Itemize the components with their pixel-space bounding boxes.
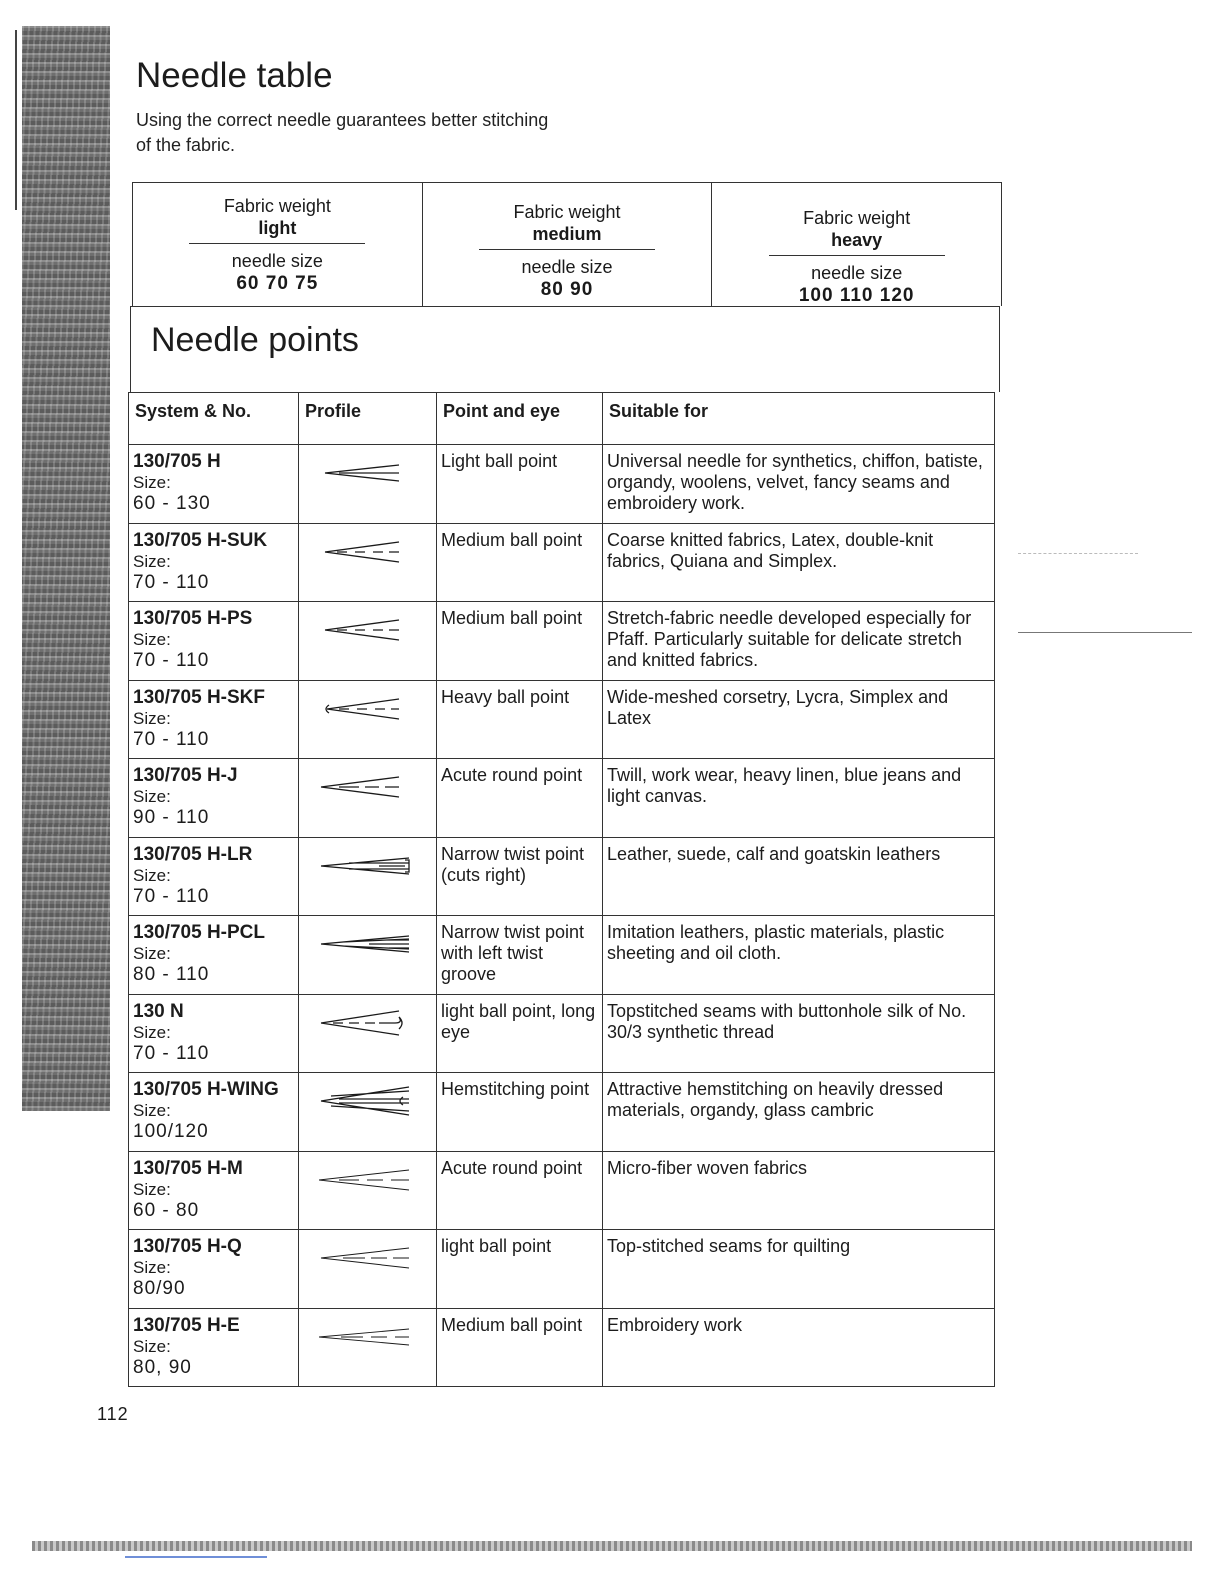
fabric-weight-label: Fabric weight [513,202,621,222]
system-number: 130/705 H [133,451,221,472]
profile-cell [299,837,437,916]
suitable-for-cell: Leather, suede, calf and goatskin leathers [603,837,995,916]
divider [479,249,655,250]
size-label: Size: [133,551,171,571]
size-value: 60 - 130 [133,493,211,514]
size-value: 70 - 110 [133,1042,210,1064]
suitable-for-cell: Imitation leathers, plastic materials, plastic sheeting and oil cloth. [603,916,995,995]
system-cell [129,1073,299,1152]
size-label: Size: [133,708,171,728]
system-number: 130/705 H-Q [133,1236,242,1257]
size-label: Size: [133,1336,171,1356]
size-value: 70 - 110 [133,571,210,593]
suitable-for-cell: Coarse knitted fabrics, Latex, double-knit fabrics, Quiana and Simplex. [603,523,995,602]
size-value: 100/120 [133,1121,209,1142]
size-label: Size: [133,787,171,806]
acute-round-point-icon [319,765,415,809]
medium-ball-point-icon [319,608,415,652]
profile-cell [299,759,437,838]
table-row [129,994,995,1073]
system-cell [129,1151,299,1230]
column-header-point: Point and eye [437,393,603,445]
table-row [129,837,995,916]
table-row [129,602,995,681]
needle-sizes: 80 90 [540,279,594,300]
point-and-eye-cell: Acute round point [437,759,603,838]
heavy-ball-point-icon [319,687,415,731]
system-cell [129,680,299,759]
system-cell [129,445,299,524]
point-and-eye-cell: Medium ball point [437,602,603,681]
section-heading: Needle points [151,321,359,359]
fabric-weight-label: Fabric weight [803,208,911,228]
micro-acute-point-icon [319,1158,415,1202]
size-label: Size: [133,473,171,492]
point-and-eye-cell: Medium ball point [437,523,603,602]
point-and-eye-cell: Medium ball point [437,1308,603,1387]
system-number: 130/705 H-E [133,1314,240,1336]
point-and-eye-cell: Heavy ball point [437,680,603,759]
system-number: 130 N [133,1000,184,1022]
size-label: Size: [133,1022,171,1042]
size-label: Size: [133,1101,171,1120]
binding-strip [22,26,110,1111]
system-number: 130/705 H-PS [133,608,253,629]
profile-cell [299,916,437,995]
size-value: 60 - 80 [133,1199,200,1221]
profile-cell [299,1073,437,1152]
divider [769,255,945,256]
narrow-twist-point-icon [319,844,415,888]
column-header-profile: Profile [299,393,437,445]
point-and-eye-cell: Narrow twist point with left twist groove [437,916,603,995]
size-label: Size: [133,630,171,649]
size-label: Size: [133,1179,171,1199]
table-header-row [129,393,995,445]
size-label: Size: [133,944,171,963]
system-cell [129,837,299,916]
margin-mark [1018,632,1192,633]
page-number: 112 [97,1404,129,1424]
quilting-point-icon [319,1236,415,1280]
scan-edge-mark [125,1556,267,1558]
profile-cell [299,680,437,759]
fabric-weight-label: Fabric weight [223,196,331,216]
size-value: 70 - 110 [133,650,210,671]
profile-cell [299,1151,437,1230]
point-and-eye-cell: Hemstitching point [437,1073,603,1152]
needle-size-label: needle size [231,251,323,271]
suitable-for-cell: Twill, work wear, heavy linen, blue jeans and light canvas. [603,759,995,838]
suitable-for-cell: Wide-meshed corsetry, Lycra, Simplex and Latex [603,680,995,759]
needle-size-label: needle size [521,257,613,277]
table-row [129,759,995,838]
suitable-for-cell: Stretch-fabric needle developed especially for Pfaff. Particularly suitable for delicate stretch and knitted fabrics. [603,602,995,681]
fabric-weight-light [133,183,423,306]
table-row [129,680,995,759]
system-cell [129,1308,299,1387]
narrow-twist-groove-point-icon [319,922,415,966]
needle-points-heading-box [130,306,1000,392]
fabric-weight-medium [423,183,713,306]
profile-cell [299,445,437,524]
profile-cell [299,1308,437,1387]
intro-text: Using the correct needle guarantees better stitching of the fabric. [136,110,549,155]
system-cell [129,994,299,1073]
system-cell [129,1230,299,1309]
profile-cell [299,1230,437,1309]
margin-mark-dashed [1018,553,1138,555]
suitable-for-cell: Universal needle for synthetics, chiffon, batiste, organdy, woolens, velvet, fancy seams and embroidery work. [603,445,995,524]
size-label: Size: [133,865,171,885]
system-number: 130/705 H-LR [133,843,253,865]
suitable-for-cell: Embroidery work [603,1308,995,1387]
fabric-weight-table [132,182,1002,306]
page-edge-line [15,30,17,210]
point-and-eye-cell: Narrow twist point (cuts right) [437,837,603,916]
suitable-for-cell: Topstitched seams with buttonhole silk of No. 30/3 synthetic thread [603,994,995,1073]
table-row [129,1308,995,1387]
needle-sizes: 60 70 75 [236,273,319,294]
size-value: 70 - 110 [133,885,210,907]
point-and-eye-cell: Acute round point [437,1151,603,1230]
table-row [129,916,995,995]
suitable-for-cell: Micro-fiber woven fabrics [603,1151,995,1230]
long-eye-point-icon [319,1001,415,1045]
profile-cell [299,523,437,602]
size-value: 80/90 [133,1278,186,1299]
table-row [129,1230,995,1309]
system-number: 130/705 H-J [133,765,238,786]
size-value: 90 - 110 [133,807,210,828]
point-and-eye-cell: Light ball point [437,445,603,524]
system-number: 130/705 H-PCL [133,922,266,943]
system-cell [129,916,299,995]
table-row [129,523,995,602]
embroidery-point-icon [319,1315,415,1359]
light-ball-point-icon [319,451,415,495]
fabric-weight-value: light [258,218,297,238]
system-cell [129,523,299,602]
system-number: 130/705 H-SKF [133,686,266,708]
system-number: 130/705 H-WING [133,1079,279,1100]
suitable-for-cell: Top-stitched seams for quilting [603,1230,995,1309]
fabric-weight-value: heavy [831,230,883,250]
point-and-eye-cell: light ball point [437,1230,603,1309]
system-number: 130/705 H-SUK [133,529,268,551]
needle-sizes: 100 110 120 [798,285,915,306]
table-row [129,1073,995,1152]
fabric-weight-heavy [712,183,1001,306]
point-and-eye-cell: light ball point, long eye [437,994,603,1073]
system-cell [129,602,299,681]
medium-ball-point-icon [319,530,415,574]
column-header-suitable: Suitable for [603,393,995,445]
page-title: Needle table [136,56,333,95]
system-cell [129,759,299,838]
system-number: 130/705 H-M [133,1157,243,1179]
scan-edge-strip [32,1541,1192,1551]
needle-points-table [128,392,995,1387]
profile-cell [299,602,437,681]
divider [189,243,365,244]
suitable-for-cell: Attractive hemstitching on heavily dressed materials, organdy, glass cambric [603,1073,995,1152]
size-value: 80 - 110 [133,964,210,985]
fabric-weight-value: medium [532,224,602,244]
size-value: 80, 90 [133,1356,192,1378]
column-header-system: System & No. [129,393,299,445]
hemstitching-point-icon [319,1079,415,1123]
size-value: 70 - 110 [133,728,210,750]
table-row [129,1151,995,1230]
needle-size-label: needle size [811,263,903,283]
profile-cell [299,994,437,1073]
table-row [129,445,995,524]
size-label: Size: [133,1258,171,1277]
